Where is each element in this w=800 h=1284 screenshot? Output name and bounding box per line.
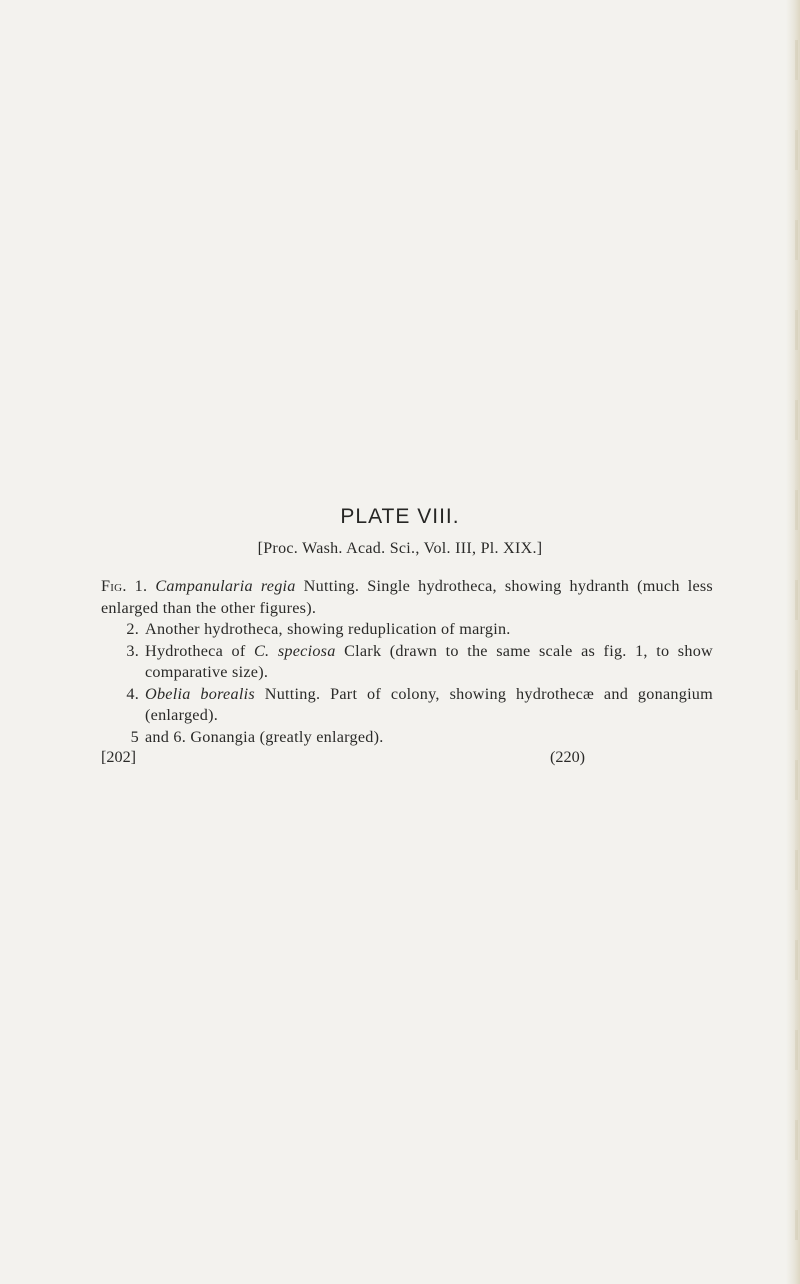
legend-text: Another hydrotheca, showing reduplication of margin. <box>145 620 511 638</box>
legend-entry-fig-4 <box>101 684 713 727</box>
legend-label: Fig. 1. <box>101 577 148 595</box>
species-name: C. speciosa <box>253 641 336 660</box>
legend-label: 5 <box>130 727 139 746</box>
plate-title: PLATE VIII. <box>340 505 460 528</box>
legend-label: 4. <box>126 684 139 703</box>
species-name: Obelia borealis <box>145 684 255 703</box>
source-reference: [Proc. Wash. Acad. Sci., Vol. III, Pl. XIX.] <box>257 540 543 557</box>
page-edge <box>786 0 800 1284</box>
figure-legend <box>101 576 713 748</box>
legend-entry-fig-3 <box>101 641 713 684</box>
legend-label: 2. <box>126 620 139 638</box>
legend-entry-fig-2 <box>101 619 713 641</box>
legend-label: 3. <box>126 641 139 660</box>
legend-entry-fig-1 <box>101 576 713 619</box>
page-number-right: (220) <box>550 748 586 766</box>
legend-text: Clark (drawn to the same scale as fig. 1, to show comparative size). <box>145 641 713 681</box>
page-number-left: [202] <box>101 748 137 766</box>
species-name: Campanularia regia <box>155 577 296 595</box>
legend-text: Nutting. Part of colony, showing hydrothecæ and gonangium (enlarged). <box>145 684 713 724</box>
legend-text: and 6. Gonangia (greatly enlarged). <box>145 727 384 746</box>
legend-text-before: Hydrotheca of <box>145 641 254 660</box>
legend-text: Nutting. Single hydrotheca, showing hydranth (much less enlarged than the other figures). <box>101 577 713 617</box>
legend-entry-fig-5-6 <box>101 727 713 749</box>
